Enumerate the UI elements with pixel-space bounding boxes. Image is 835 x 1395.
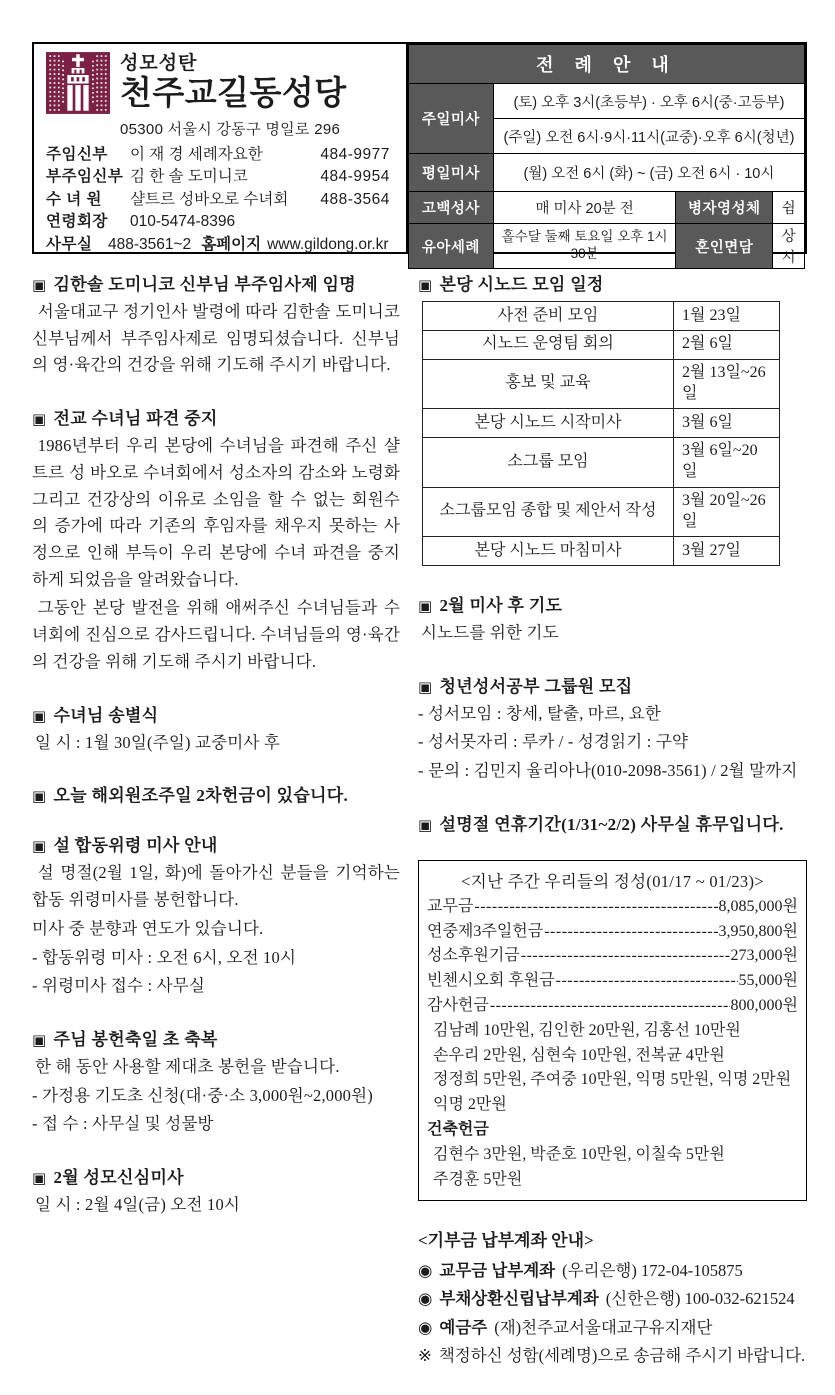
section-line: 미사 중 분향과 연도가 있습니다. <box>32 918 264 938</box>
parish-name: 천주교길동성당 <box>120 73 347 111</box>
square-bullet-icon: ▣ <box>418 278 433 294</box>
parish-address: 05300 서울시 강동구 명일로 296 <box>120 121 341 138</box>
bible-study-section <box>418 672 807 785</box>
square-bullet-icon: ▣ <box>32 839 47 856</box>
marriage-interview-value: 상시 <box>773 224 805 269</box>
section-line: 일 시 : 2월 4일(금) 오전 10시 <box>35 1195 241 1215</box>
table-row: 본당 시노드 마침미사 3월 27일 <box>423 537 780 566</box>
liturgy-schedule <box>408 44 805 266</box>
contact-row-funeral: 연령회장 010-5474-8396 <box>46 213 236 231</box>
infant-baptism-label: 유아세례 <box>408 224 493 269</box>
section-line: - 문의 : 김민지 율리아나(010-2098-3561) / 2월 말까지 <box>418 761 798 781</box>
left-column <box>32 270 400 1395</box>
weekly-offering-section <box>418 860 807 1202</box>
building-fund-label: 건축헌금 <box>427 1121 489 1139</box>
table-row: 시노드 운영팀 회의 2월 6일 <box>423 330 780 359</box>
church-emblem-icon <box>46 52 110 114</box>
contact-row-pastor: 주임신부 이 재 경 세례자요한 484-9977 <box>46 146 390 163</box>
notice-marian-mass <box>32 1163 400 1219</box>
liturgy-table-title: 전 례 안 내 <box>408 45 804 84</box>
section-paragraph: 설 명절(2월 1일, 화)에 돌아가신 분들을 기억하는 합동 위령미사를 봉헌합니다. <box>32 863 400 910</box>
notice-second-collection <box>32 781 400 806</box>
notice-farewell <box>32 701 400 757</box>
account-title: <기부금 납부계좌 안내> <box>418 1231 594 1251</box>
table-row: 소그룹 모임 3월 6일~20일 <box>423 437 780 487</box>
account-row: ◉ 교무금 납부계좌 (우리은행) 172-04-105875 <box>418 1257 807 1285</box>
notice-nuns-dispatch <box>32 404 400 675</box>
square-bullet-icon: ▣ <box>32 708 47 725</box>
offering-box <box>418 860 807 1202</box>
building-donors: 주경훈 5만원 <box>433 1170 523 1188</box>
offering-row: 성소후원기금 ----- 273,000원 <box>427 944 798 969</box>
fisheye-bullet-icon: ◉ <box>418 1317 433 1337</box>
parish-info-panel <box>34 44 408 252</box>
dash-leader <box>521 944 730 969</box>
offering-row: 빈첸시오회 후원금 ----- 55,000원 <box>427 969 798 994</box>
account-row: ◉ 예금주 (재)천주교서울대교구유지재단 <box>418 1314 807 1342</box>
notice-lunar-memorial-mass <box>32 831 400 1000</box>
fisheye-bullet-icon: ◉ <box>418 1261 433 1281</box>
section-line: - 가정용 기도초 신청(대·중·소 3,000원~2,000원) <box>32 1085 373 1105</box>
offering-row: 감사헌금 ----- 800,000원 <box>427 994 798 1019</box>
section-title: ▣ 설명절 연휴기간(1/31~2/2) 사무실 휴무입니다. <box>418 814 784 834</box>
marriage-interview-label: 혼인면담 <box>676 224 773 269</box>
thanks-donors: 손우리 2만원, 심현숙 10만원, 전복균 4만원 <box>433 1046 725 1064</box>
thanks-donors: 정정희 5만원, 주여중 10만원, 익명 5만원, 익명 2만원 <box>433 1071 792 1089</box>
section-line: 일 시 : 1월 30일(주일) 교중미사 후 <box>35 732 281 752</box>
homepage-url[interactable]: www.gildong.or.kr <box>267 235 389 253</box>
sick-communion-value: 쉼 <box>773 192 805 224</box>
section-line: - 성서못자리 : 루카 / - 성경읽기 : 구약 <box>418 732 689 752</box>
donation-account-section <box>418 1226 807 1369</box>
section-line: - 합동위령 미사 : 오전 6시, 오전 10시 <box>32 947 297 967</box>
weekday-mass-label: 평일미사 <box>408 154 493 192</box>
section-line: 한 해 동안 사용할 제대초 봉헌을 받습니다. <box>35 1056 340 1076</box>
section-title: ▣ 2월 미사 후 기도 <box>418 595 563 615</box>
section-title: ▣ 주님 봉헌축일 초 축복 <box>32 1029 218 1049</box>
logo-row <box>46 52 396 114</box>
reference-mark-icon: ※ <box>418 1345 432 1365</box>
february-prayer-section <box>418 591 807 647</box>
section-line: - 접 수 : 사무실 및 성물방 <box>32 1114 214 1134</box>
table-row: 사전 준비 모임 1월 23일 <box>423 302 780 331</box>
contact-list <box>46 144 396 256</box>
section-line: - 위령미사 접수 : 사무실 <box>32 976 206 996</box>
section-title: ▣ 설 합동위령 미사 안내 <box>32 836 218 856</box>
synod-schedule-table <box>422 301 780 566</box>
section-title: ▣ 본당 시노드 모임 일정 <box>418 275 604 294</box>
dash-leader <box>474 895 717 920</box>
square-bullet-icon: ▣ <box>32 278 47 294</box>
thanks-donors: 익명 2만원 <box>433 1096 507 1114</box>
sunday-mass-sun: (주일) 오전 6시·9시·11시(교중)·오후 6시(청년) <box>493 119 804 154</box>
section-paragraph: 그동안 본당 발전을 위해 애써주신 수녀님들과 수녀회에 진심으로 감사드립니다. 수녀님들의 영·육간의 건강을 위해 기도해 주시기 바랍니다. <box>32 598 400 671</box>
weekday-mass-times: (월) 오전 6시 (화) ~ (금) 오전 6시 · 10시 <box>493 154 804 192</box>
logo-text <box>120 52 347 111</box>
contact-row-convent: 수 녀 원 샬트르 성바오로 수녀회 488-3564 <box>46 190 390 208</box>
contact-row-assistant: 부주임신부 김 한 솔 도미니코 484-9954 <box>46 168 390 186</box>
table-row: 홍보 및 교육 2월 13일~26일 <box>423 359 780 409</box>
section-line: - 성서모임 : 창세, 탈출, 마르, 요한 <box>418 703 662 723</box>
confession-time: 매 미사 20분 전 <box>493 192 675 224</box>
table-row: 소그룹모임 종합 및 제안서 작성 3월 20일~26일 <box>423 487 780 537</box>
square-bullet-icon: ▣ <box>32 412 47 429</box>
notice-appointment <box>32 270 400 379</box>
section-title: ▣ 김한솔 도미니코 신부님 부주임사제 임명 <box>32 275 356 294</box>
square-bullet-icon: ▣ <box>32 1171 47 1188</box>
section-paragraph: 서울대교구 정기인사 발령에 따라 김한솔 도미니코 신부님께서 부주임사제로 임명되셨습니다. 신부님의 영·육간의 건강을 위해 기도해 주시기 바랍니다. <box>32 302 400 375</box>
square-bullet-icon: ▣ <box>418 817 433 834</box>
square-bullet-icon: ▣ <box>418 598 433 615</box>
fisheye-bullet-icon: ◉ <box>418 1289 433 1309</box>
infant-baptism-time: 홀수달 둘째 토요일 오후 1시30분 <box>493 224 675 269</box>
offering-row: 교무금 ----- 8,085,000원 <box>427 895 798 920</box>
dash-leader <box>490 994 730 1019</box>
parish-patron-title: 성모성탄 <box>120 53 198 74</box>
square-bullet-icon: ▣ <box>32 1032 47 1049</box>
masthead <box>32 42 807 266</box>
section-paragraph: 1986년부터 우리 본당에 수녀님을 파견해 주신 샬트르 성 바오로 수녀회에서 성소자의 감소와 노령화 그리고 건강상의 이유로 소임을 할 수 없는 회원수의 증가에 따라 기존의 후임자를 채우지 못하는 사정으로 인해 부득이 우리 본당에 수녀 파견을 중지하게 되었음을 알려왔습니다. <box>32 436 400 589</box>
thanks-donors: 김남례 10만원, 김인한 20만원, 김홍선 10만원 <box>433 1021 741 1039</box>
sunday-mass-label: 주일미사 <box>408 84 493 154</box>
square-bullet-icon: ▣ <box>418 679 433 696</box>
notice-candle-blessing <box>32 1025 400 1138</box>
section-title: ▣ 2월 성모신심미사 <box>32 1168 184 1188</box>
building-donors: 김현수 3만원, 박준호 10만원, 이칠숙 5만원 <box>433 1145 725 1163</box>
section-title: ▣ 전교 수녀님 파견 중지 <box>32 409 218 429</box>
holiday-closure-section <box>418 810 807 835</box>
right-column <box>418 270 807 1395</box>
section-line: 시노드를 위한 기도 <box>421 622 559 642</box>
offering-row: 연중제3주일헌금 ----- 3,950,800원 <box>427 920 798 945</box>
sick-communion-label: 병자영성체 <box>676 192 773 224</box>
sunday-mass-sat: (토) 오후 3시(초등부) · 오후 6시(중·고등부) <box>493 84 804 119</box>
section-title: ▣ 청년성서공부 그룹원 모집 <box>418 676 633 696</box>
section-title: ▣ 오늘 해외원조주일 2차헌금이 있습니다. <box>32 786 349 806</box>
square-bullet-icon: ▣ <box>32 789 47 806</box>
contact-row-office: 사무실 488-3561~2 홈페이지 www.gildong.or.kr <box>46 234 396 256</box>
account-row: ◉ 부채상환신립납부계좌 (신한은행) 100-032-621524 <box>418 1285 807 1313</box>
section-title: ▣ 수녀님 송별식 <box>32 705 159 725</box>
confession-label: 고백성사 <box>408 192 493 224</box>
table-row: 본당 시노드 시작미사 3월 6일 <box>423 409 780 438</box>
dash-leader <box>556 969 738 994</box>
account-note-row: ※ 책정하신 성함(세례명)으로 송금해 주시기 바랍니다. <box>418 1342 807 1370</box>
dash-leader <box>544 920 717 945</box>
offering-title: <지난 주간 우리들의 정성(01/17 ~ 01/23)> <box>461 871 764 891</box>
synod-schedule-section <box>418 270 807 566</box>
